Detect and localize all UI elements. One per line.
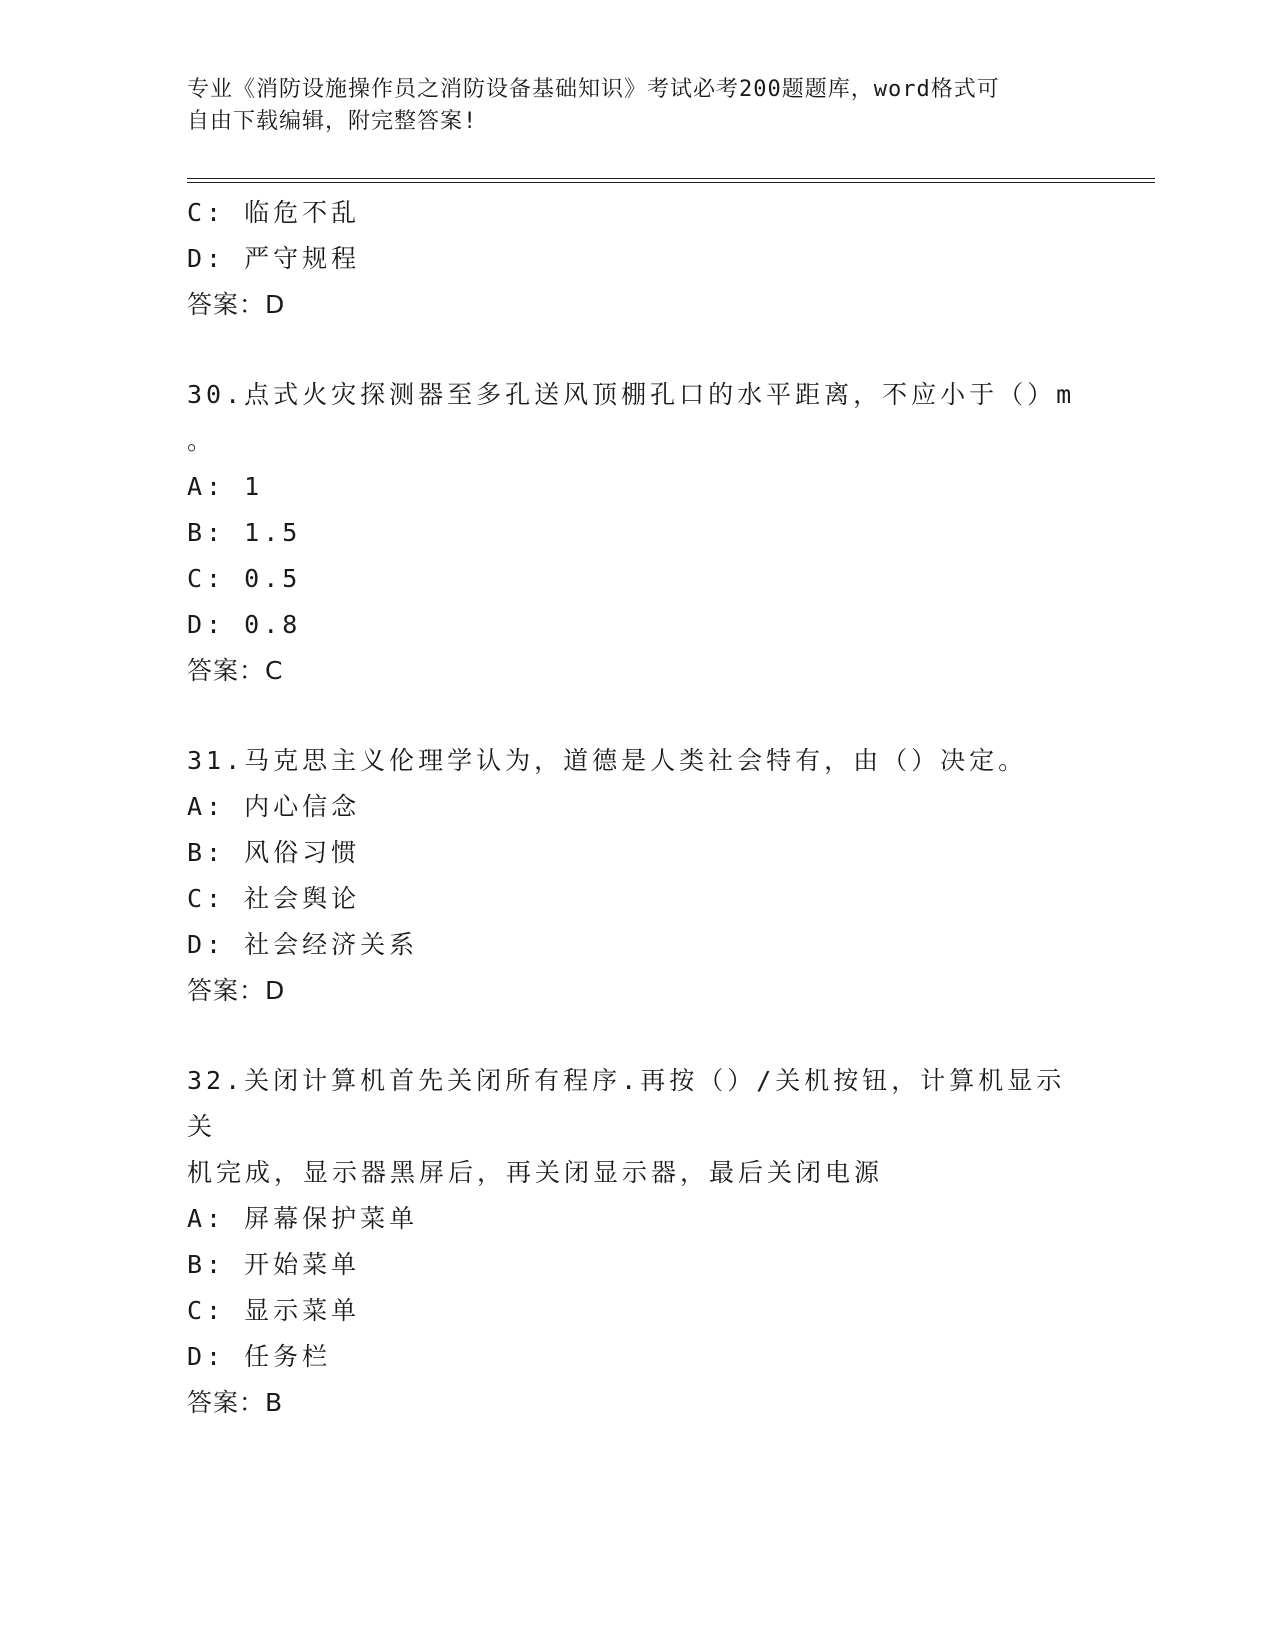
question-text-line: 32.关闭计算机首先关闭所有程序.再按（）/关机按钮，计算机显示关 (187, 1066, 1066, 1141)
option-line (187, 190, 1087, 236)
question-30 (187, 372, 1087, 694)
option-text: 0.8 (244, 610, 302, 639)
header-line-2: 自由下载编辑，附完整答案! (187, 109, 478, 134)
option-letter: C: (187, 884, 226, 913)
option-text: 风俗习惯 (244, 838, 361, 867)
option-line (187, 556, 1087, 602)
option-line (187, 1242, 1087, 1288)
option-text: 内心信念 (244, 792, 361, 821)
option-line (187, 510, 1087, 556)
option-letter: C: (187, 198, 226, 227)
option-line (187, 922, 1087, 968)
option-letter: B: (187, 1250, 226, 1279)
option-letter: D: (187, 610, 226, 639)
previous-question-tail (187, 190, 1087, 328)
header-divider (187, 178, 1155, 183)
option-text: 屏幕保护菜单 (244, 1204, 419, 1233)
option-letter: C: (187, 1296, 226, 1325)
option-line (187, 784, 1087, 830)
option-letter: C: (187, 564, 226, 593)
question-text-line: 31.马克思主义伦理学认为，道德是人类社会特有，由（）决定。 (187, 746, 1028, 775)
option-text: 严守规程 (244, 244, 361, 273)
option-line (187, 830, 1087, 876)
option-line (187, 236, 1087, 282)
question-text-line: 30.点式火灾探测器至多孔送风顶棚孔口的水平距离，不应小于（）m (187, 380, 1076, 409)
option-line (187, 1288, 1087, 1334)
answer-line: 答案：D (187, 976, 286, 1005)
option-text: 社会舆论 (244, 884, 361, 913)
option-text: 显示菜单 (244, 1296, 361, 1325)
option-line (187, 1196, 1087, 1242)
option-line (187, 464, 1087, 510)
option-text: 1.5 (244, 518, 302, 547)
question-text-line: 。 (187, 426, 217, 455)
document-header (187, 74, 1087, 138)
document-body (187, 190, 1087, 1426)
answer-line: 答案：D (187, 290, 286, 319)
option-letter: B: (187, 838, 226, 867)
option-letter: B: (187, 518, 226, 547)
option-letter: A: (187, 472, 226, 501)
option-text: 开始菜单 (244, 1250, 361, 1279)
option-letter: D: (187, 930, 226, 959)
header-line-1: 专业《消防设施操作员之消防设备基础知识》考试必考200题题库，word格式可 (187, 77, 1000, 102)
option-text: 任务栏 (244, 1342, 332, 1371)
option-letter: D: (187, 244, 226, 273)
option-letter: A: (187, 1204, 226, 1233)
option-text: 1 (244, 472, 264, 501)
question-text-line: 机完成，显示器黑屏后，再关闭显示器，最后关闭电源 (187, 1158, 884, 1187)
option-line (187, 876, 1087, 922)
option-letter: A: (187, 792, 226, 821)
option-text: 0.5 (244, 564, 302, 593)
option-letter: D: (187, 1342, 226, 1371)
option-line (187, 602, 1087, 648)
option-text: 临危不乱 (244, 198, 361, 227)
option-text: 社会经济关系 (244, 930, 419, 959)
option-line (187, 1334, 1087, 1380)
question-32 (187, 1058, 1087, 1426)
answer-line: 答案：B (187, 1388, 284, 1417)
answer-line: 答案：C (187, 656, 284, 685)
question-31 (187, 738, 1087, 1014)
